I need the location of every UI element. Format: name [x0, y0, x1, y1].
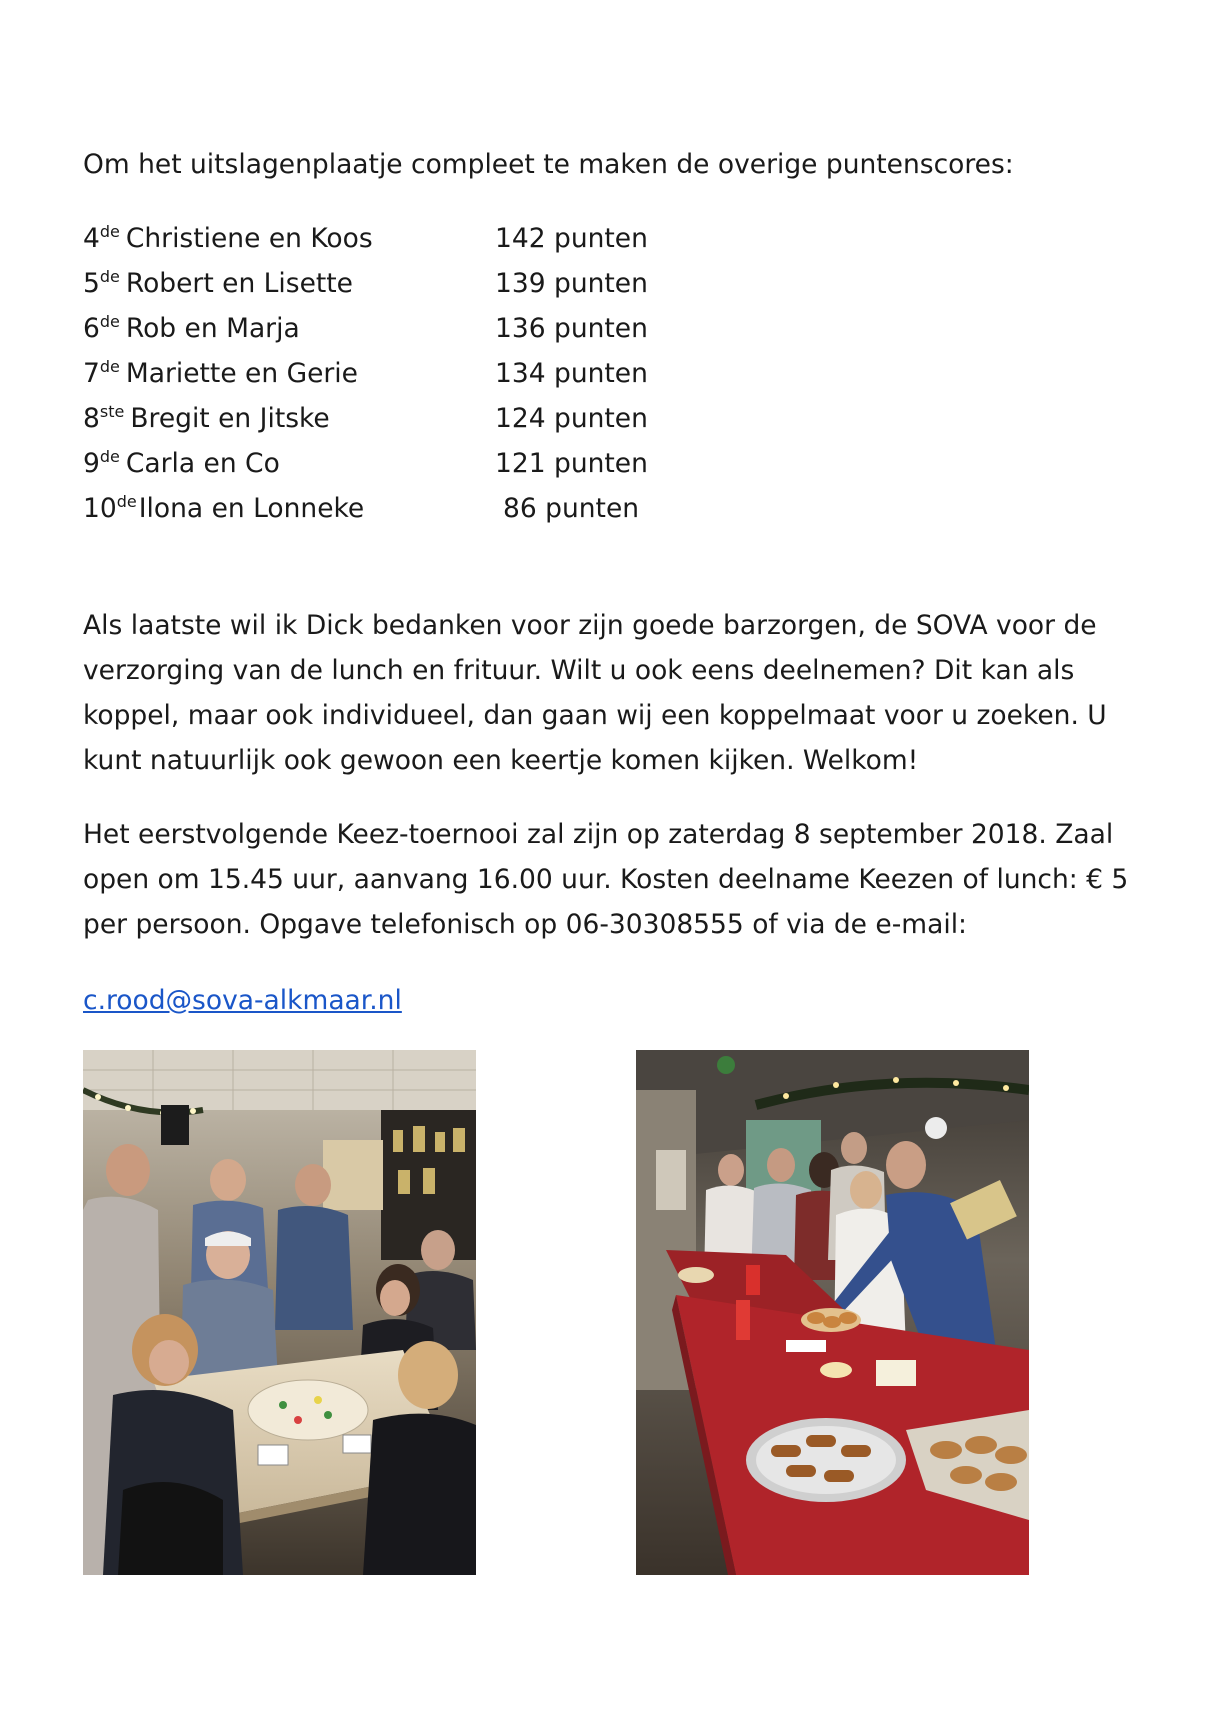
score-names: Robert en Lisette — [125, 268, 353, 299]
score-rank: 5de Robert en Lisette — [83, 267, 353, 299]
score-rank: 10deIlona en Lonneke — [83, 492, 365, 524]
score-row — [83, 261, 783, 306]
score-rank: 9de Carla en Co — [83, 447, 280, 479]
score-points: 124 punten — [495, 403, 648, 434]
photo-game-players — [83, 1050, 476, 1575]
event-paragraph: Het eerstvolgende Keez-toernooi zal zijn op zaterdag 8 september 2018. Zaal open om 15.45 uur, aanvang 16.00 uur. Kosten deelname Keezen of lunch: € 5 per persoon. Opgave telefonisch op 06-30308555 of via de e-mail: — [83, 819, 1129, 940]
score-names: Christiene en Koos — [125, 223, 373, 254]
score-names: Carla en Co — [125, 448, 280, 479]
score-names: Ilona en Lonneke — [138, 493, 365, 524]
photo-buffet — [636, 1050, 1029, 1575]
email-link[interactable]: c.rood@sova-alkmaar.nl — [83, 985, 402, 1016]
score-points: 86 punten — [503, 493, 640, 524]
score-row — [83, 486, 783, 531]
score-points: 139 punten — [495, 268, 648, 299]
score-row — [83, 396, 783, 441]
score-row — [83, 351, 783, 396]
score-points: 142 punten — [495, 223, 648, 254]
score-rank: 4de Christiene en Koos — [83, 222, 373, 254]
photo-game-players-image — [83, 1050, 476, 1575]
score-row — [83, 441, 783, 486]
score-row — [83, 306, 783, 351]
score-points: 134 punten — [495, 358, 648, 389]
score-rank: 6de Rob en Marja — [83, 312, 300, 344]
thanks-paragraph: Als laatste wil ik Dick bedanken voor zijn goede barzorgen, de SOVA voor de verzorging van de lunch en frituur. Wilt u ook eens deelnemen? Dit kan als koppel, maar ook individueel, dan gaan wij een koppelmaat voor u zoeken. U kunt natuurlijk ook gewoon een keertje komen kijken. Welkom! — [83, 610, 1107, 776]
score-rank: 8ste Bregit en Jitske — [83, 402, 330, 434]
score-rank: 7de Mariette en Gerie — [83, 357, 358, 389]
photo-buffet-image — [636, 1050, 1029, 1575]
score-points: 121 punten — [495, 448, 648, 479]
score-names: Mariette en Gerie — [125, 358, 358, 389]
score-row — [83, 216, 783, 261]
score-points: 136 punten — [495, 313, 648, 344]
intro-text: Om het uitslagenplaatje compleet te maken de overige puntenscores: — [83, 149, 1014, 180]
score-names: Bregit en Jitske — [130, 403, 330, 434]
score-list — [83, 216, 783, 531]
score-names: Rob en Marja — [125, 313, 300, 344]
